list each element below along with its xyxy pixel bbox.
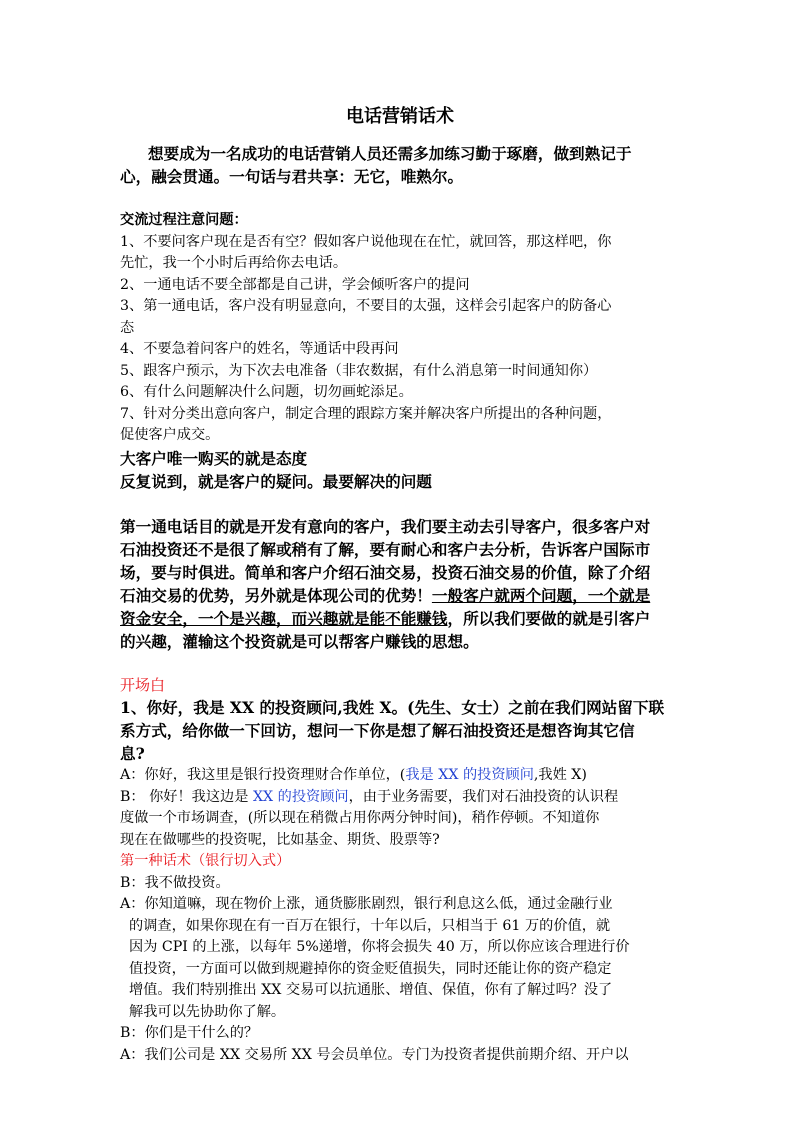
dialogue-line [120,765,680,787]
list-item: 6、有什么问题解决什么问题，切勿画蛇添足。 [120,384,413,400]
purpose-paragraph [120,584,680,607]
purpose-text: 石油交易的优势，另外就是体现公司的优势！ [120,585,432,605]
dialogue-line: 度做一个市场调查，(所以现在稍微占用你两分钟时间)，稍作停顿。不知道你 [120,810,600,826]
list-item: 先忙，我一个小时后再给你去电话。 [120,255,348,271]
highlight-text: 我是 XX 的投资顾问 [405,767,534,783]
list-item: 态 [120,319,135,336]
dialogue-line: 的调查，如果你现在有一百万在银行，十年以后，只相当于 61 万的价值，就 [129,917,611,934]
highlight-text: XX 的投资顾问 [252,788,349,805]
purpose-text: ，所以我们要做的就是引客户 [447,608,651,628]
dialogue-line: A：我们公司是 XX 交易所 XX 号会员单位。专门为投资者提供前期介绍、开户以 [120,1046,629,1063]
purpose-paragraph: 场，要与时俱进。简单和客户介绍石油交易，投资石油交易的价值，除了介绍 [120,562,651,582]
opening-question: 1、你好，我是 XX 的投资顾问,我姓 X。(先生、女士）之前在我们网站留下联 [120,698,665,717]
list-item: 2、一通电话不要全部都是自己讲，学会倾听客户的提问 [120,276,470,293]
opening-question: 息? [120,744,145,763]
dialogue-line: 现在在做哪些的投资呢，比如基金、期货、股票等? [120,831,440,848]
list-item: 3、第一通电话，客户没有明显意向，不要目的太强，这样会引起客户的防备心 [120,298,612,314]
dialogue-line: A：你知道嘛，现在物价上涨，通货膨胀剧烈，银行利息这么低，通过金融行业 [120,896,613,912]
dialogue-line: 值投资，一方面可以做到规避掉你的资金贬值损失，同时还能让你的资产稳定 [129,960,612,977]
bold-note: 反复说到，就是客户的疑问。最要解决的问题 [120,471,432,491]
purpose-paragraph: 石油投资还不是很了解或稍有了解，要有耐心和客户去分析，告诉客户国际市 [120,539,651,559]
dialogue-text: A：你好，我这里是银行投资理财合作单位，( [120,767,406,783]
dialogue-line [120,787,680,809]
dialogue-line: 增值。我们特别推出 XX 交易可以抗通胀、增值、保值，你有了解过吗？没了 [129,982,613,998]
dialogue-text: ，由于业务需要，我们对石油投资的认识程 [348,788,619,805]
section-heading: 交流过程注意问题： [120,212,248,228]
list-item: 促使客户成交。 [120,427,220,443]
dialogue-line: B：我不做投资。 [120,874,230,891]
dialogue-text: B： 你好！我这边是 [120,788,253,805]
dialogue-line: B：你们是干什么的？ [120,1025,259,1041]
underlined-text: 资金安全，一个是兴趣，而兴趣就是能不能赚钱 [120,608,448,628]
bold-note: 大客户唯一购买的就是态度 [120,448,308,468]
dialogue-text: ,我姓 X) [533,767,587,783]
list-item: 5、跟客户预示，为下次去电准备（非农数据，有什么消息第一时间通知你） [120,362,598,379]
document-page [120,104,680,1066]
list-item: 4、不要急着问客户的姓名，等通话中段再问 [120,341,399,357]
underlined-text: 一般客户就两个问题，一个就是 [431,585,651,605]
dialogue-line: 因为 CPI 的上涨，以每年 5%递增，你将会损失 40 万，所以你应该合理进行价 [129,939,630,955]
page-title: 电话营销话术 [346,106,454,127]
list-item: 7、针对分类出意向客户，制定合理的跟踪方案并解决客户所提出的各种问题， [120,405,612,422]
dialogue-line: 解我可以先协助你了解。 [129,1003,286,1020]
opening-heading: 开场白 [120,675,166,694]
script-heading: 第一种话术（银行切入式） [120,853,291,869]
purpose-paragraph: 的兴趣，灌输这个投资就是可以帮客户赚钱的思想。 [120,631,479,651]
list-item: 1、不要问客户现在是否有空？假如客户说他现在在忙，就回答，那这样吧，你 [120,233,612,250]
intro-line: 心，融会贯通。一句话与君共享：无它，唯熟尔。 [120,167,464,186]
intro-line: 想要成为一名成功的电话营销人员还需多加练习勤于琢磨，做到熟记于 [148,144,632,163]
opening-question: 系方式，给你做一下回访，想问一下你是想了解石油投资还是想咨询其它信 [120,721,635,740]
purpose-paragraph: 第一通电话目的就是开发有意向的客户，我们要主动去引导客户，很多客户对 [120,516,651,536]
purpose-paragraph [120,607,680,630]
